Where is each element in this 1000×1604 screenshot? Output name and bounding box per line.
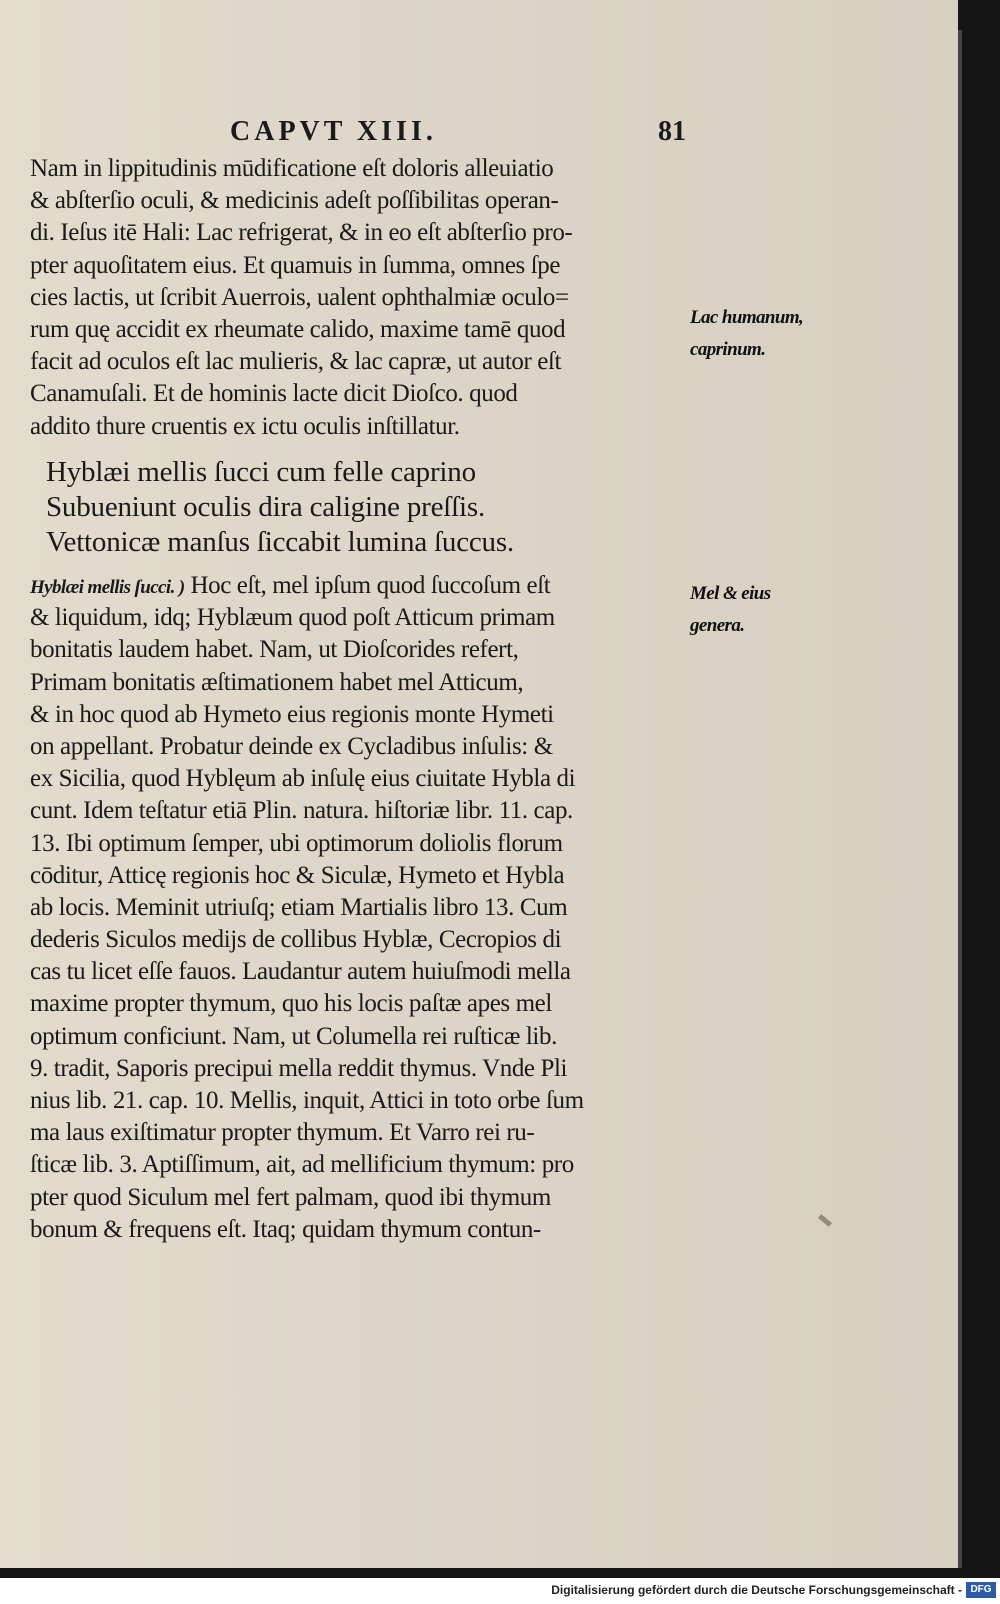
- text-line: [30, 570, 690, 602]
- margin-note-mel: [690, 578, 840, 642]
- text-line: 13. Ibi optimum ſemper, ubi optimorum doliolis florum: [30, 829, 563, 857]
- text-line: cōditur, Atticę regionis hoc & Siculæ, Hymeto et Hybla: [30, 861, 565, 889]
- page-number: 81: [658, 116, 686, 147]
- text-line: ſticæ lib. 3. Aptiſſimum, ait, ad mellificium thymum: pro: [30, 1151, 574, 1179]
- margin-note-line: caprinum.: [690, 339, 766, 360]
- text-line: cunt. Idem teſtatur etiā Plin. natura. hiſtoriæ libr. 11. cap.: [30, 797, 573, 825]
- text-line: nius lib. 21. cap. 10. Mellis, inquit, Attici in toto orbe ſum: [30, 1087, 584, 1114]
- verse-quotation: [46, 455, 646, 560]
- running-head: CAPVT XIII.: [230, 116, 437, 147]
- text-line: pter quod Siculum mel fert palmam, quod ibi thymum: [30, 1183, 551, 1211]
- dfg-logo[interactable]: DFG: [966, 1582, 996, 1598]
- ink-smudge: [818, 1214, 832, 1227]
- text-line: facit ad oculos eſt lac mulieris, & lac capræ, ut autor eſt: [30, 348, 562, 376]
- text-line: bonitatis laudem habet. Nam, ut Dioſcorides refert,: [30, 636, 519, 664]
- margin-note-line: genera.: [690, 615, 745, 636]
- lemma-continuation: Hoc eſt, mel ipſum quod ſuccoſum eſt: [190, 572, 551, 599]
- text-line: di. Ieſus itē Hali: Lac refrigerat, & in eo eſt abſterſio pro-: [30, 219, 573, 247]
- verse-line: Hyblæi mellis ſucci cum felle caprino: [46, 456, 476, 488]
- text-line: 9. tradit, Saporis precipui mella reddit thymus. Vnde Pli: [30, 1054, 568, 1082]
- text-line: dederis Siculos medijs de collibus Hyblæ, Cecropios di: [30, 926, 562, 954]
- paragraph-2: [30, 570, 690, 1246]
- text-line: Canamuſali. Et de hominis lacte dicit Dioſco. quod: [30, 380, 518, 408]
- text-line: & abſterſio oculi, & medicinis adeſt poſſibilitas operan-: [30, 187, 559, 215]
- text-line: cies lactis, ut ſcribit Auerrois, ualent ophthalmiæ oculo=: [30, 283, 569, 311]
- text-line: ma laus exiſtimatur propter thymum. Et Varro rei ru-: [30, 1119, 535, 1147]
- text-line: cas tu licet eſſe fauos. Laudantur autem huiuſmodi mella: [30, 958, 571, 986]
- digitization-footer: [0, 1578, 1000, 1604]
- text-line: & in hoc quod ab Hymeto eius regionis monte Hymeti: [30, 700, 554, 728]
- text-line: & liquidum, idq; Hyblæum quod poſt Atticum primam: [30, 604, 555, 632]
- funding-credit: Digitalisierung gefördert durch die Deutsche Forschungsgemeinschaft -: [551, 1583, 962, 1597]
- text-line: rum quę accidit ex rheumate calido, maxime tamē quod: [30, 315, 566, 343]
- text-line: addito thure cruentis ex ictu oculis inſtillatur.: [30, 412, 460, 440]
- text-line: optimum conficiunt. Nam, ut Columella rei ruſticæ lib.: [30, 1022, 557, 1050]
- paragraph-1: [30, 153, 690, 443]
- margin-note-line: Lac humanum,: [690, 307, 804, 328]
- verse-line: Vettonicæ manſus ſiccabit lumina ſuccus.: [46, 526, 514, 558]
- text-line: Primam bonitatis æſtimationem habet mel Atticum,: [30, 668, 524, 696]
- text-line: ab locis. Meminit utriuſq; etiam Martialis libro 13. Cum: [30, 893, 568, 921]
- page-header: [230, 116, 686, 150]
- text-line: Nam in lippitudinis mūdificatione eſt doloris alleuiatio: [30, 155, 554, 182]
- text-line: pter aquoſitatem eius. Et quamuis in ſumma, omnes ſpe: [30, 251, 561, 279]
- margin-note-lac: [690, 302, 840, 366]
- text-line: maxime propter thymum, quo his locis paſtæ apes mel: [30, 990, 552, 1018]
- text-line: bonum & frequens eſt. Itaq; quidam thymum contun-: [30, 1215, 541, 1243]
- lemma: Hyblæi mellis ſucci. ): [30, 577, 185, 598]
- text-line: ex Sicilia, quod Hyblęum ab inſulę eius ciuitate Hybla di: [30, 765, 576, 793]
- margin-note-line: Mel & eius: [690, 583, 771, 604]
- text-line: on appellant. Probatur deinde ex Cycladibus inſulis: &: [30, 732, 553, 760]
- verse-line: Subueniunt oculis dira caligine preſſis.: [46, 491, 485, 523]
- page-edge: [958, 30, 962, 1568]
